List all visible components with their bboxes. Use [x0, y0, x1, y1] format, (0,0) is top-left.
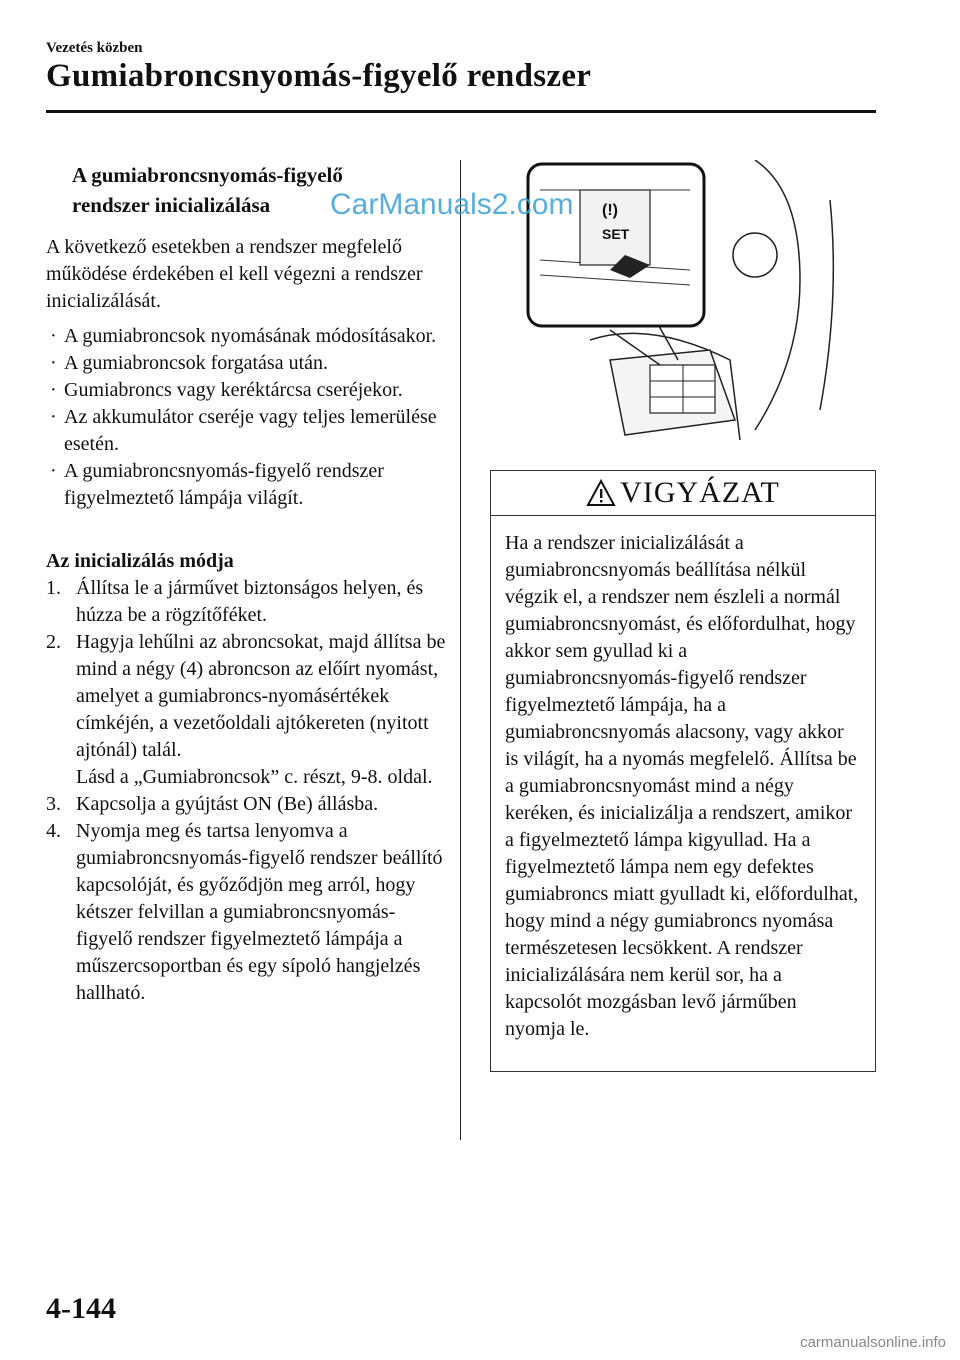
list-item: · A gumiabroncsnyomás-figyelő rendszer figyelmeztető lámpája világít.: [50, 460, 384, 509]
left-column: [46, 160, 446, 1007]
caution-title: VIGYÁZAT: [620, 476, 780, 509]
subsection-heading: A gumiabroncsnyomás-figyelő rendszer inicializálása: [72, 163, 343, 217]
list-item: · Az akkumulátor cseréje vagy teljes lemerülése esetén.: [50, 406, 437, 455]
step-item: 4. Nyomja meg és tartsa lenyomva a gumiabroncsnyomás-figyelő rendszer beállító kapcsolóját, és győződjön meg arról, hogy kétszer felvillan a gumiabroncsnyomás-figyelő rendszer figyelmeztető lámpája a műszercsoportban és egy sípoló hangjelzés hallható.: [46, 820, 443, 1004]
section-label: Vezetés közben: [46, 40, 143, 56]
caution-box: [490, 470, 876, 1072]
method-heading: Az inicializálás módja: [46, 550, 234, 572]
step-item: 1. Állítsa le a járművet biztonságos helyen, és húzza be a rögzítőféket.: [46, 577, 424, 626]
step-item: 3. Kapcsolja a gyújtást ON (Be) állásba.: [46, 793, 379, 815]
page-title: Gumiabroncsnyomás-figyelő rendszer: [46, 58, 592, 94]
title-rule: [46, 110, 876, 113]
condition-list: [46, 323, 446, 512]
list-item: · Gumiabroncs vagy keréktárcsa cseréjekor.: [50, 379, 403, 401]
intro-paragraph: A következő esetekben a rendszer megfelelő működése érdekében el kell végezni a rendszer inicializálását.: [46, 236, 423, 312]
set-switch-label: SET: [602, 226, 630, 242]
caution-text: Ha a rendszer inicializálását a gumiabroncsnyomás beállítása nélkül végzik el, a rendszer nem észleli a normál gumiabroncsnyomást, és előfordulhat, hogy akkor sem gyullad ki a gumiabroncsnyomás-figyelő rendszer figyelmeztető lámpája, ha a gumiabroncsnyomás alacsony, vagy akkor is világít, ha a nyomás megfelelő. Állítsa be a gumiabroncsnyomást mind a négy keréken, és inicializálja a rendszert, amikor a figyelmeztető lámpa kigyullad. Ha a figyelmeztető lámpa nem egy defektes gumiabroncs miatt gyulladt ki, előfordulhat, hogy mind a négy gumiabroncs nyomása természetesen lecsökkent. A rendszer inicializálására nem kerül sor, ha a kapcsolót mozgásban levő járműben nyomja le.: [505, 532, 859, 1040]
list-item: · A gumiabroncsok nyomásának módosításakor.: [50, 325, 437, 347]
caution-header: [491, 471, 875, 516]
step-item: 2. Hagyja lehűlni az abroncsokat, majd állítsa be mind a négy (4) abroncson az előírt nyomást, amelyet a gumiabroncs-nyomásértékek címkéjén, a vezetőoldali ajtókereten (nyitott ajtónál) talál. Lásd a „Gumiabroncsok” c. részt, 9-8. oldal.: [46, 631, 446, 788]
page-number: 4-144: [46, 1292, 116, 1325]
cross-reference: Lásd a „Gumiabroncsok” c. részt, 9-8. oldal.: [76, 766, 433, 788]
steps-list: [46, 575, 446, 1007]
list-item: · A gumiabroncsok forgatása után.: [50, 352, 329, 374]
tpms-icon: (!): [602, 202, 618, 219]
footer-watermark: carmanualsonline.info: [800, 1334, 946, 1351]
top-watermark: CarManuals2.com: [330, 188, 574, 221]
column-divider: [460, 160, 461, 1140]
warning-triangle-icon: [586, 479, 616, 507]
